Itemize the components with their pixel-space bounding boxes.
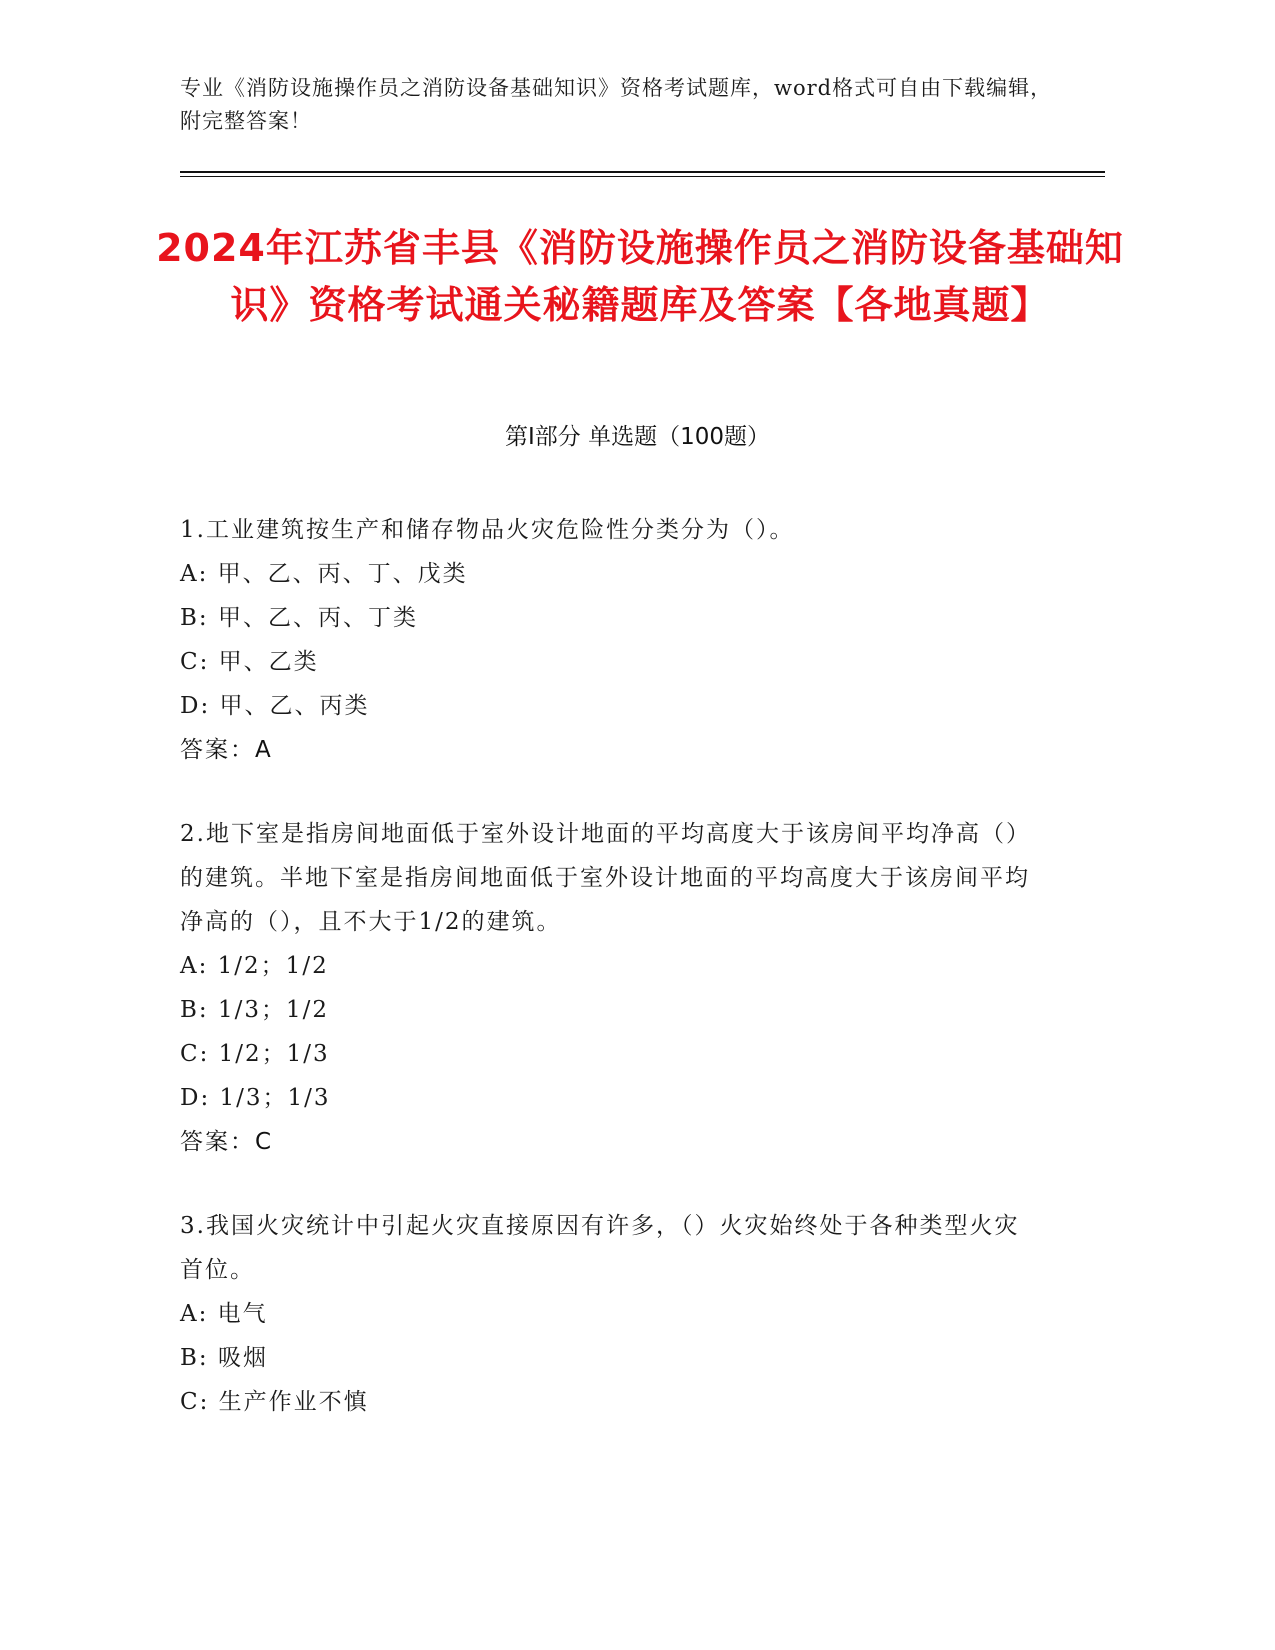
option-a: A: 1/2；1/2	[180, 953, 329, 979]
question-stem: 1.工业建筑按生产和储存物品火灾危险性分类分为（）。	[180, 517, 795, 543]
question-stem: 3.我国火灾统计中引起火灾直接原因有许多，（）火灾始终处于各种类型火灾首位。	[180, 1213, 1020, 1283]
question-list	[180, 508, 1040, 1464]
option-a: A: 甲、乙、丙、丁、戊类	[180, 561, 468, 587]
option-c: C: 甲、乙类	[180, 649, 319, 675]
document-title: 2024年江苏省丰县《消防设施操作员之消防设备基础知识》资格考试通关秘籍题库及答案【各地真题】	[156, 226, 1124, 327]
question-stem: 2.地下室是指房间地面低于室外设计地面的平均高度大于该房间平均净高（）的建筑。半地下室是指房间地面低于室外设计地面的平均高度大于该房间平均净高的（），且不大于1/2的建筑。	[180, 821, 1030, 935]
option-b: B: 甲、乙、丙、丁类	[180, 605, 418, 631]
option-c: C: 1/2；1/3	[180, 1041, 330, 1067]
header-divider-thin	[180, 176, 1105, 177]
option-b: B: 吸烟	[180, 1345, 268, 1371]
option-d: D: 1/3；1/3	[180, 1085, 331, 1111]
section-title: 第Ⅰ部分 单选题（100题）	[505, 424, 770, 450]
header-note: 专业《消防设施操作员之消防设备基础知识》资格考试题库，word格式可自由下载编辑，附完整答案！	[180, 76, 1053, 133]
answer-label: 答案：	[180, 737, 255, 763]
question-1	[180, 508, 1040, 772]
option-b: B: 1/3；1/2	[180, 997, 329, 1023]
answer-value: C	[255, 1129, 272, 1155]
answer-line	[180, 728, 1040, 772]
option-c: C: 生产作业不慎	[180, 1389, 369, 1415]
header-divider-thick	[180, 171, 1105, 173]
option-d: D: 甲、乙、丙类	[180, 693, 370, 719]
answer-line	[180, 1120, 1040, 1164]
question-3	[180, 1204, 1040, 1424]
question-2	[180, 812, 1040, 1164]
answer-label: 答案：	[180, 1129, 255, 1155]
option-a: A: 电气	[180, 1301, 268, 1327]
answer-value: A	[255, 737, 271, 763]
